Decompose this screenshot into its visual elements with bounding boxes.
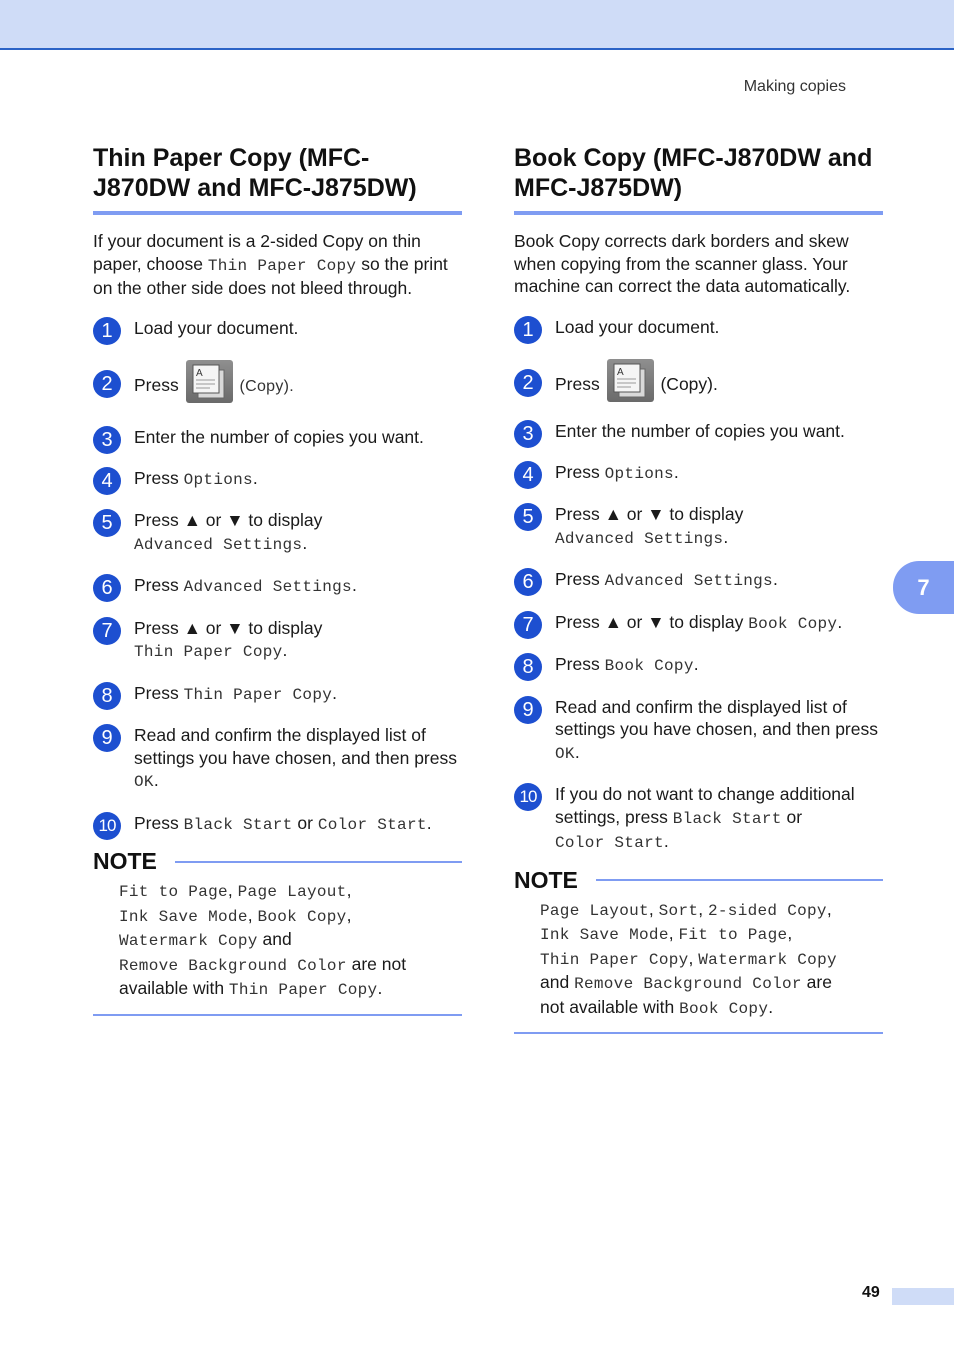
note-title: NOTE xyxy=(93,848,157,874)
step-9: 9 Read and confirm the displayed list of settings you have chosen, and then press OK. xyxy=(93,724,462,794)
step-number: 8 xyxy=(93,682,121,710)
step-8: 8 Press Thin Paper Copy. xyxy=(93,682,462,707)
note-body: Fit to Page, Page Layout, Ink Save Mode, Book Copy, Watermark Copy and Remove Background Color are not available with Thin Paper Copy. xyxy=(119,880,407,999)
step-number: 1 xyxy=(514,316,542,344)
left-column xyxy=(93,143,462,1016)
step-4: 4 Press Options. xyxy=(514,461,883,486)
step-number: 4 xyxy=(93,467,121,495)
note-box xyxy=(93,848,462,1016)
step-3: 3 Enter the number of copies you want. xyxy=(514,420,883,443)
step-1: 1 Load your document. xyxy=(514,316,883,339)
copy-icon xyxy=(607,359,654,402)
step-5: 5 Press ▲ or ▼ to display Advanced Settings. xyxy=(514,503,883,550)
top-banner xyxy=(0,0,954,50)
step-4: 4 Press Options. xyxy=(93,467,462,492)
step-1: 1 Load your document. xyxy=(93,317,462,340)
step-6: 6 Press Advanced Settings. xyxy=(514,568,883,593)
step-5: 5 Press ▲ or ▼ to display Advanced Settings. xyxy=(93,509,462,556)
step-number: 8 xyxy=(514,653,542,681)
section-title-thin-paper-copy: Thin Paper Copy (MFC-J870DW and MFC-J875DW) xyxy=(93,143,462,215)
note-body: Page Layout, Sort, 2-sided Copy, Ink Save Mode, Fit to Page, Thin Paper Copy, Watermark Copy xyxy=(540,898,837,969)
step-number: 1 xyxy=(93,317,121,345)
step-number: 10 xyxy=(93,812,121,840)
step-10: 10 Press Black Start or Color Start. xyxy=(93,812,462,837)
intro-paragraph: If your document is a 2-sided Copy on thin paper, choose Thin Paper Copy so the print on the other side does not bleed through. xyxy=(93,231,448,298)
svg-text:A: A xyxy=(616,367,624,378)
step-number: 6 xyxy=(514,568,542,596)
step-number: 2 xyxy=(93,370,121,398)
note-title: NOTE xyxy=(514,866,578,893)
step-6: 6 Press Advanced Settings. xyxy=(93,574,462,599)
intro-paragraph: Book Copy corrects dark borders and skew when copying from the scanner glass. Your machine can correct the data automatically. xyxy=(514,231,851,296)
step-7: 7 Press ▲ or ▼ to display Thin Paper Copy. xyxy=(93,617,462,664)
step-number: 5 xyxy=(93,509,121,537)
step-number: 9 xyxy=(514,696,542,724)
note-box xyxy=(514,867,883,1035)
svg-text:A: A xyxy=(195,368,203,379)
step-2: 2 Press A (Copy). xyxy=(93,364,462,403)
section-title-book-copy: Book Copy (MFC-J870DW and MFC-J875DW) xyxy=(514,143,883,215)
step-number: 7 xyxy=(93,617,121,645)
footer-bar xyxy=(892,1288,954,1305)
step-8: 8 Press Book Copy. xyxy=(514,653,883,678)
step-9: 9 Read and confirm the displayed list of settings you have chosen, and then press OK. xyxy=(514,696,883,766)
chapter-tab: 7 xyxy=(893,561,954,614)
step-number: 3 xyxy=(93,426,121,454)
step-3: 3 Enter the number of copies you want. xyxy=(93,426,462,449)
step-number: 10 xyxy=(514,783,542,811)
step-2: 2 Press A (Copy). xyxy=(514,363,883,402)
step-number: 4 xyxy=(514,461,542,489)
copy-icon xyxy=(186,360,233,403)
step-number: 2 xyxy=(514,369,542,397)
step-number: 3 xyxy=(514,420,542,448)
step-number: 7 xyxy=(514,611,542,639)
step-number: 5 xyxy=(514,503,542,531)
right-column xyxy=(514,143,883,1034)
running-head: Making copies xyxy=(743,78,846,95)
page-number: 49 xyxy=(862,1284,880,1301)
step-number: 6 xyxy=(93,574,121,602)
note-tail: and Remove Background Color are not available with Book Copy. xyxy=(540,972,832,1018)
step-10: 10 If you do not want to change additional settings, press Black Start or Color Start. xyxy=(514,783,883,855)
step-number: 9 xyxy=(93,724,121,752)
step-7: 7 Press ▲ or ▼ to display Book Copy. xyxy=(514,611,883,636)
